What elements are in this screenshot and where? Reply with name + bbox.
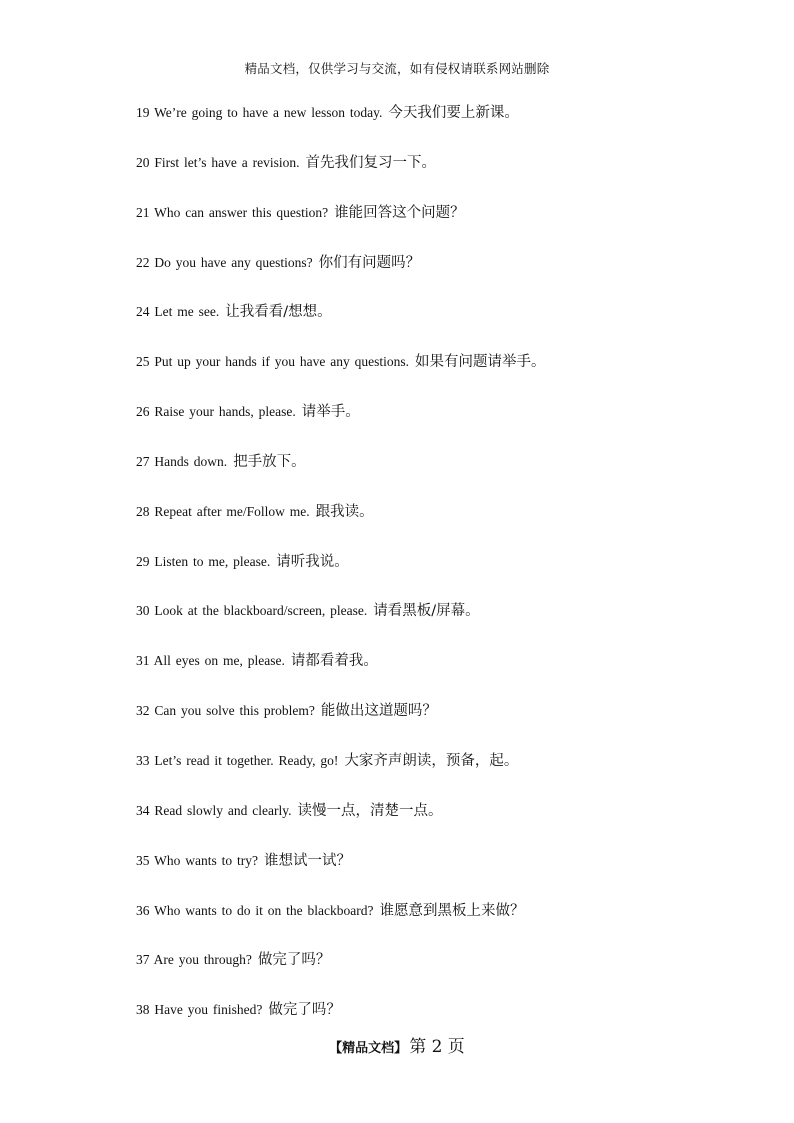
chinese-translation: 请都看着我。 [290, 653, 378, 670]
english-phrase: 26 Raise your hands, please. [136, 404, 296, 420]
english-phrase: 29 Listen to me, please. [136, 553, 271, 569]
chinese-translation: 你们有问题吗？ [318, 254, 421, 271]
english-phrase: 36 Who wants to do it on the blackboard? [136, 902, 374, 918]
english-phrase: 30 Look at the blackboard/screen, please. [136, 603, 368, 619]
english-phrase: 35 Who wants to try? [136, 852, 258, 868]
list-item [136, 450, 756, 500]
english-phrase: 38 Have you finished? [136, 1002, 263, 1018]
chinese-translation: 跟我读。 [315, 503, 374, 520]
list-item [136, 350, 756, 400]
list-item [136, 550, 756, 600]
english-phrase: 20 First let’s have a revision. [136, 154, 300, 170]
page-footer [0, 1032, 794, 1057]
list-item [136, 699, 756, 749]
chinese-translation: 让我看看/想想。 [225, 304, 332, 321]
english-phrase: 19 We’re going to have a new lesson today. [136, 105, 383, 120]
english-phrase: 21 Who can answer this question? [136, 204, 329, 220]
chinese-translation: 把手放下。 [233, 453, 306, 470]
english-phrase: 34 Read slowly and clearly. [136, 802, 292, 818]
chinese-translation: 请看黑板/屏幕。 [373, 603, 480, 620]
list-item [136, 251, 756, 301]
english-phrase: 27 Hands down. [136, 453, 228, 469]
list-item [136, 500, 756, 550]
list-item [136, 400, 756, 450]
chinese-translation: 如果有问题请举手。 [414, 354, 546, 371]
list-item [136, 849, 756, 899]
english-phrase: 32 Can you solve this problem? [136, 703, 315, 719]
list-item [136, 101, 756, 151]
chinese-translation: 谁想试一试？ [263, 852, 351, 869]
list-item [136, 948, 756, 998]
chinese-translation: 请举手。 [301, 404, 360, 421]
list-item [136, 599, 756, 649]
list-item [136, 151, 756, 201]
chinese-translation: 谁愿意到黑板上来做？ [379, 902, 525, 919]
list-item [136, 799, 756, 849]
page-number: 第 2 页 [409, 1037, 465, 1057]
chinese-translation: 做完了吗？ [257, 952, 331, 969]
footer-tag: 【精品文档】 [329, 1041, 408, 1056]
list-item [136, 201, 756, 251]
chinese-translation: 首先我们复习一下。 [305, 154, 436, 171]
list-item [136, 749, 756, 799]
chinese-translation: 大家齐声朗读，预备，起。 [344, 752, 519, 769]
phrase-list [136, 101, 756, 1048]
english-phrase: 24 Let me see. [136, 304, 220, 320]
english-phrase: 28 Repeat after me/Follow me. [136, 503, 310, 519]
list-item [136, 899, 756, 949]
chinese-translation: 谁能回答这个问题？ [334, 204, 465, 221]
chinese-translation: 今天我们要上新课。 [388, 105, 519, 121]
english-phrase: 25 Put up your hands if you have any questions. [136, 354, 409, 370]
english-phrase: 31 All eyes on me, please. [136, 653, 285, 669]
chinese-translation: 做完了吗？ [268, 1002, 341, 1019]
chinese-translation: 请听我说。 [276, 553, 349, 570]
header-note: 精品文档，仅供学习与交流，如有侵权请联系网站删除 [244, 61, 550, 76]
chinese-translation: 读慢一点，清楚一点。 [297, 802, 443, 819]
list-item [136, 300, 756, 350]
english-phrase: 33 Let’s read it together. Ready, go! [136, 752, 339, 768]
list-item [136, 649, 756, 699]
english-phrase: 22 Do you have any questions? [136, 254, 313, 270]
english-phrase: 37 Are you through? [136, 952, 252, 968]
chinese-translation: 能做出这道题吗？ [320, 703, 437, 720]
